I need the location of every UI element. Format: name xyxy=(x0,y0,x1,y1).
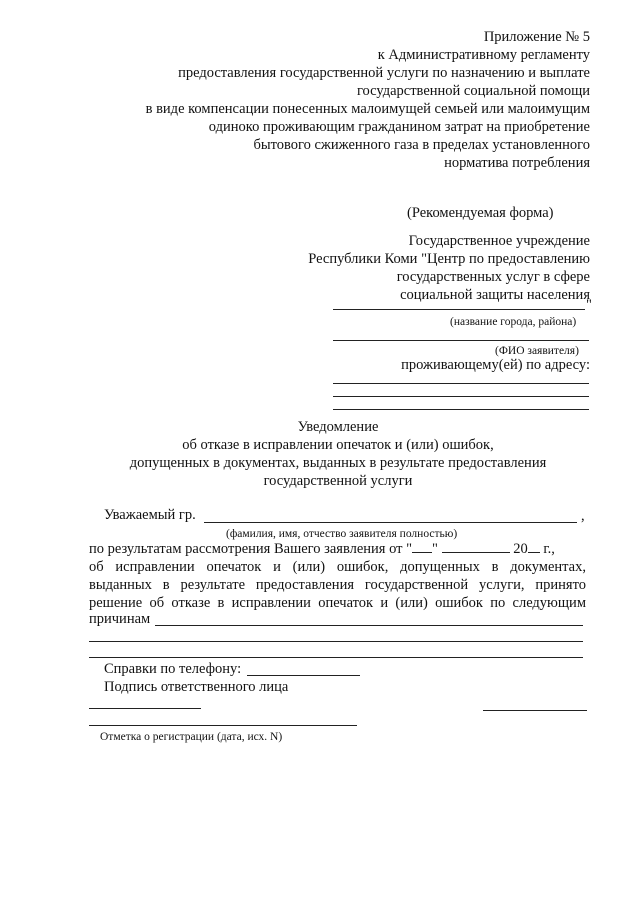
body-line-text: г., xyxy=(543,541,555,557)
body-line-date xyxy=(89,540,586,558)
body-line-text: по результатам рассмотрения Вашего заявления от " xyxy=(89,541,413,557)
addressee-line: государственных услуг в сфере xyxy=(396,269,590,285)
address-label: проживающему(ей) по адресу: xyxy=(401,357,590,373)
city-blank-line xyxy=(333,309,585,310)
closing-quote: " xyxy=(586,297,592,313)
addressee-line: Государственное учреждение xyxy=(408,233,590,249)
address-blank-line xyxy=(333,383,589,384)
fio-blank-line xyxy=(333,340,589,341)
fio-caption: (ФИО заявителя) xyxy=(495,345,579,357)
appendix-number: Приложение № 5 xyxy=(483,29,590,45)
notice-subtitle: государственной услуги xyxy=(263,473,413,489)
body-line: выданных в результате предоставления государственной услуги, принято xyxy=(89,577,586,593)
reasons-blank-line xyxy=(155,625,583,626)
form-note: (Рекомендуемая форма) xyxy=(407,205,554,221)
signature-blank-line xyxy=(89,708,201,709)
notice-title: Уведомление xyxy=(297,419,379,435)
body-line: об исправлении опечаток и (или) ошибок, допущенных в документах, xyxy=(89,559,586,575)
day-blank xyxy=(412,540,432,553)
addressee-line: Республики Коми "Центр по предоставлению xyxy=(308,251,590,267)
appendix-line: государственной социальной помощи xyxy=(356,83,590,99)
appendix-line: одиноко проживающим гражданином затрат на приобретение xyxy=(208,119,590,135)
notice-subtitle: об отказе в исправлении опечаток и (или) ошибок, xyxy=(182,437,494,453)
body-line-text: 20 xyxy=(513,541,528,557)
body-line: решение об отказе в исправлении опечаток и (или) ошибок по следующим xyxy=(89,595,586,611)
appendix-line: к Административному регламенту xyxy=(377,47,590,63)
body-line-text: " xyxy=(432,541,438,557)
city-caption: (название города, района) xyxy=(450,316,577,328)
registration-note: Отметка о регистрации (дата, исх. N) xyxy=(100,731,283,743)
address-blank-line xyxy=(333,396,589,397)
name-caption: (фамилия, имя, отчество заявителя полностью) xyxy=(226,528,458,540)
phone-blank-line xyxy=(247,675,360,676)
appendix-line: норматива потребления xyxy=(444,155,590,171)
registration-blank-line xyxy=(89,725,357,726)
reasons-label: причинам xyxy=(89,611,151,627)
appendix-line: бытового сжиженного газа в пределах установленного xyxy=(253,137,590,153)
signature-label: Подпись ответственного лица xyxy=(104,679,289,695)
appendix-line: в виде компенсации понесенных малоимущей семьей или малоимущим xyxy=(145,101,590,117)
greeting-comma: , xyxy=(581,508,585,524)
month-blank xyxy=(442,540,510,553)
year-blank xyxy=(528,540,540,553)
reasons-blank-line xyxy=(89,657,583,658)
address-blank-line xyxy=(333,409,589,410)
greeting: Уважаемый гр. xyxy=(104,507,196,523)
appendix-line: предоставления государственной услуги по назначению и выплате xyxy=(178,65,590,81)
reasons-blank-line xyxy=(89,641,583,642)
addressee-line: социальной защиты населения xyxy=(400,287,590,303)
name-blank-line xyxy=(204,522,577,523)
signature-name-blank-line xyxy=(483,710,587,711)
notice-subtitle: допущенных в документах, выданных в результате предоставления xyxy=(129,455,547,471)
phone-label: Справки по телефону: xyxy=(104,661,242,677)
